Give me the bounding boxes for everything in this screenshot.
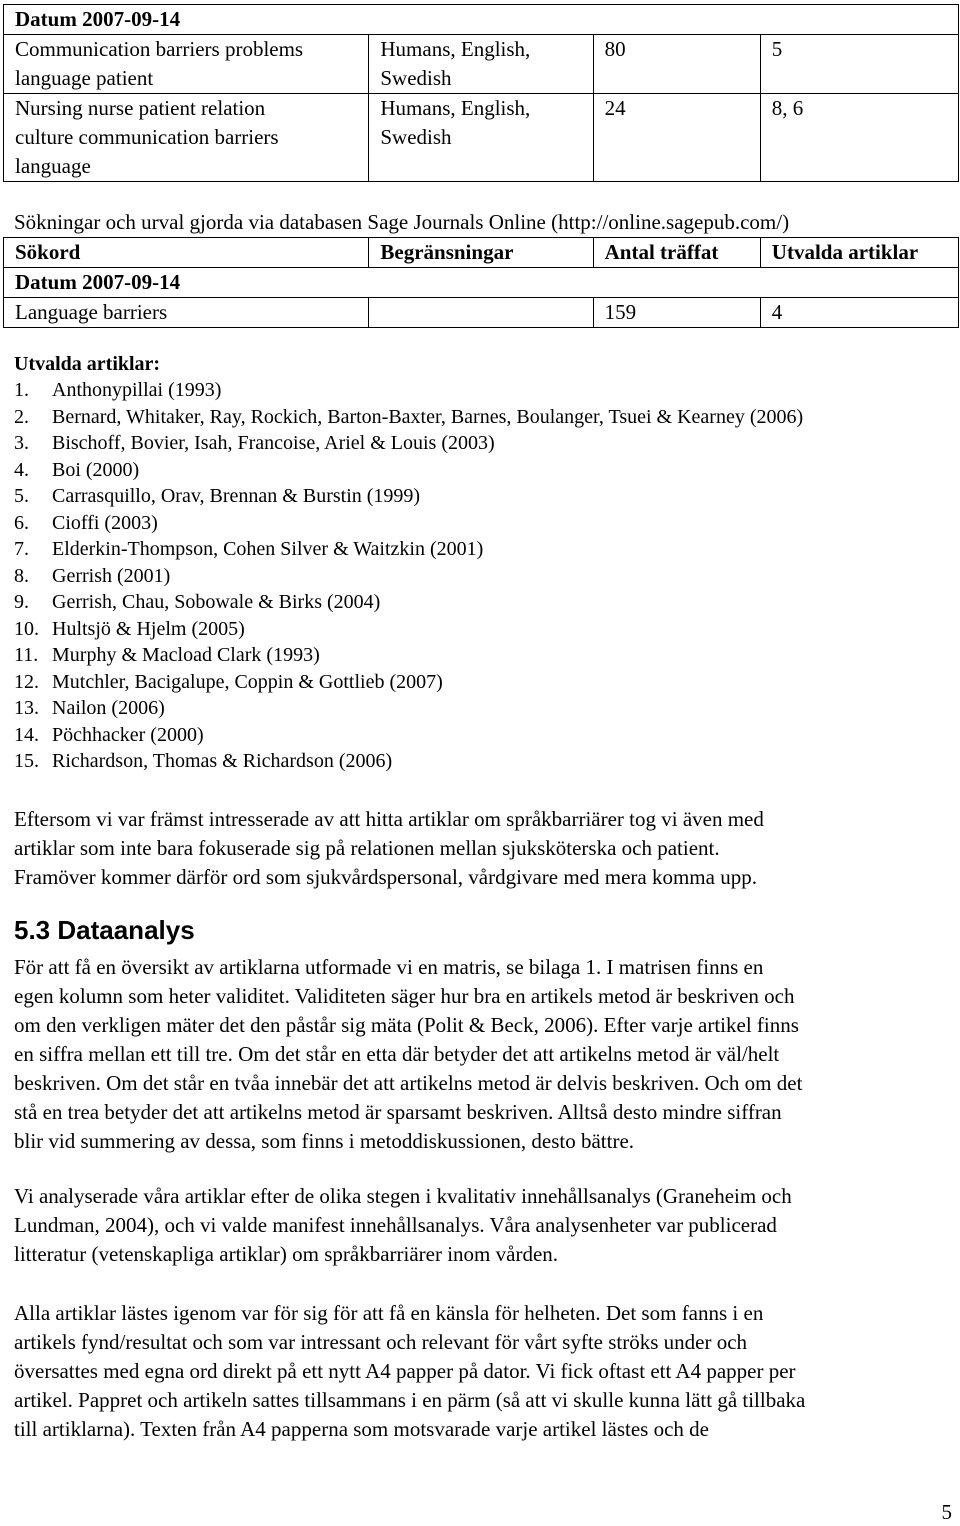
text-line: artiklar som inte bara fokuserade sig på relationen mellan sjuksköterska och patient.	[14, 836, 720, 860]
table-cell-traffar: 80	[593, 35, 760, 94]
list-item-text: Boi (2000)	[52, 458, 140, 481]
search-table-1	[3, 4, 959, 182]
list-item-text: Gerrish, Chau, Sobowale & Birks (2004)	[52, 591, 381, 613]
list-item-text: Murphy & Macload Clark (1993)	[52, 644, 320, 666]
table-cell-begransningar: Humans, English, Swedish	[369, 94, 593, 182]
list-item	[14, 722, 803, 749]
text-line: Framöver kommer därför ord som sjukvårdspersonal, vårdgivare med mera komma upp.	[14, 865, 757, 889]
list-item-text: Anthonypillai (1993)	[52, 379, 222, 401]
column-header-utvalda: Utvalda artiklar	[760, 238, 958, 268]
table-cell-traffar: 24	[593, 94, 760, 182]
table-cell-utvalda: 4	[760, 298, 958, 328]
list-item-text: Cioffi (2003)	[52, 511, 158, 534]
list-item-number: 14.	[14, 723, 39, 746]
list-item-number: 7.	[14, 538, 29, 560]
list-item-text: Mutchler, Bacigalupe, Coppin & Gottlieb (2007)	[52, 670, 443, 693]
table-row	[4, 5, 959, 35]
text-line: egen kolumn som heter validitet. Validiteten säger hur bra en artikels metod är beskriven och	[14, 984, 795, 1008]
text-line: artikels fynd/resultat och som var intressant och relevant för vårt syfte ströks under och	[14, 1330, 748, 1354]
database-caption: Sökningar och urval gjorda via databasen Sage Journals Online (http://online.sagepub.com/)	[14, 210, 790, 234]
table-cell-begransningar: Humans, English, Swedish	[369, 35, 593, 94]
list-item	[14, 669, 803, 696]
list-item	[14, 457, 803, 484]
list-item-number: 12.	[14, 670, 39, 693]
list-item-number: 9.	[14, 591, 29, 613]
text-line: Eftersom vi var främst intresserade av att hitta artiklar om språkbarriärer tog vi även med	[14, 807, 764, 831]
list-item-text: Elderkin-Thompson, Cohen Silver & Waitzkin (2001)	[52, 538, 484, 560]
table-date-header: Datum 2007-09-14	[4, 5, 959, 35]
search-table-2	[3, 237, 959, 328]
list-item-number: 10.	[14, 617, 39, 640]
table-cell-utvalda: 8, 6	[760, 94, 958, 182]
list-item-text: Pöchhacker (2000)	[52, 723, 204, 746]
column-header-traffar: Antal träffat	[593, 238, 760, 268]
list-item	[14, 377, 803, 404]
text-line: litteratur (vetenskapliga artiklar) om språkbarriärer inom vården.	[14, 1242, 559, 1266]
list-item	[14, 536, 803, 563]
list-item-text: Richardson, Thomas & Richardson (2006)	[52, 750, 393, 772]
list-item-text: Carrasquillo, Orav, Brennan & Burstin (1999)	[52, 485, 421, 507]
text-line: översattes med egna ord direkt på ett nytt A4 papper på dator. Vi fick oftast ett A4 papper per	[14, 1359, 796, 1383]
list-item	[14, 589, 803, 616]
list-item-text: Bernard, Whitaker, Ray, Rockich, Barton-Baxter, Barnes, Boulanger, Tsuei & Kearney (2006)	[52, 405, 804, 428]
list-item-number: 8.	[14, 564, 29, 587]
text-line: stå en trea betyder det att artikelns metod är sparsamt beskriven. Alltså desto mindre siffran	[14, 1100, 782, 1124]
list-item	[14, 483, 803, 510]
text-line: Alla artiklar lästes igenom var för sig för att få en känsla för helheten. Det som fanns i en	[14, 1301, 764, 1325]
list-item	[14, 404, 803, 431]
paragraph	[14, 1299, 954, 1444]
table-date-header: Datum 2007-09-14	[4, 268, 959, 298]
paragraph	[14, 1182, 954, 1269]
text-line: en siffra mellan ett till tre. Om det står en etta där betyder det att artikelns metod är väl/helt	[14, 1042, 780, 1066]
list-item	[14, 563, 803, 590]
table-row	[4, 298, 959, 328]
table-cell-sokord: Communication barriers problems language patient	[4, 35, 369, 94]
table-row	[4, 35, 959, 94]
text-line: För att få en översikt av artiklarna utformade vi en matris, se bilaga 1. I matrisen finns en	[14, 955, 764, 979]
list-item	[14, 430, 803, 457]
list-item-number: 1.	[14, 379, 29, 401]
text-line: beskriven. Om det står en tvåa innebär det att artikelns metod är delvis beskriven. Och om det	[14, 1071, 803, 1095]
paragraph	[14, 805, 954, 892]
list-item-number: 6.	[14, 511, 29, 534]
text-line: till artiklarna). Texten från A4 papperna som motsvarade varje artikel lästes och de	[14, 1417, 709, 1441]
table-header-row	[4, 238, 959, 268]
selected-articles-list	[14, 377, 803, 775]
list-item-text: Gerrish (2001)	[52, 564, 171, 587]
text-line: om den verkligen mäter det den påstår sig mäta (Polit & Beck, 2006). Efter varje artikel finns	[14, 1013, 799, 1037]
table-cell-sokord: Nursing nurse patient relation culture communication barriers language	[4, 94, 369, 182]
list-item	[14, 616, 803, 643]
list-item-text: Nailon (2006)	[52, 697, 165, 719]
text-line: Vi analyserade våra artiklar efter de olika stegen i kvalitativ innehållsanalys (Graneheim och	[14, 1184, 792, 1208]
list-item-number: 13.	[14, 697, 39, 719]
selected-articles-title: Utvalda artiklar:	[14, 353, 161, 375]
paragraph	[14, 953, 954, 1156]
table-cell-begransningar	[369, 298, 593, 328]
page-number: 5	[941, 1500, 952, 1524]
table-row	[4, 268, 959, 298]
table-cell-traffar: 159	[593, 298, 760, 328]
list-item	[14, 695, 803, 722]
list-item-text: Bischoff, Bovier, Isah, Francoise, Ariel & Louis (2003)	[52, 432, 495, 454]
text-line: blir vid summering av dessa, som finns i metoddiskussionen, desto bättre.	[14, 1129, 635, 1153]
list-item	[14, 748, 803, 775]
list-item-number: 15.	[14, 750, 39, 772]
table-cell-utvalda: 5	[760, 35, 958, 94]
column-header-begransningar: Begränsningar	[369, 238, 593, 268]
list-item	[14, 642, 803, 669]
section-heading: 5.3 Dataanalys	[14, 915, 195, 945]
list-item-text: Hultsjö & Hjelm (2005)	[52, 617, 245, 640]
list-item	[14, 510, 803, 537]
text-line: artikel. Pappret och artikeln sattes tillsammans i en pärm (så att vi skulle kunna lätt gå tillbaka	[14, 1388, 806, 1412]
column-header-sokord: Sökord	[4, 238, 369, 268]
text-line: Lundman, 2004), och vi valde manifest innehållsanalys. Våra analysenheter var publicerad	[14, 1213, 777, 1237]
list-item-number: 3.	[14, 432, 29, 454]
list-item-number: 4.	[14, 458, 29, 481]
list-item-number: 11.	[14, 644, 39, 666]
table-row	[4, 94, 959, 182]
table-cell-sokord: Language barriers	[4, 298, 369, 328]
list-item-number: 5.	[14, 485, 29, 507]
list-item-number: 2.	[14, 405, 29, 428]
